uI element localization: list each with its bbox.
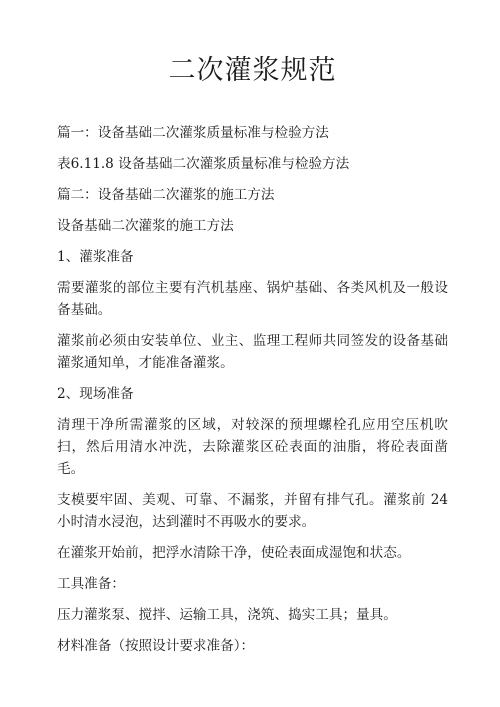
paragraph-grouting-locations: 需要灌浆的部位主要有汽机基座、锅炉基础、各类风机及一般设备基础。 <box>57 280 448 318</box>
subheading-tool-prep: 工具准备： <box>57 576 125 592</box>
paragraph-before-grouting: 在灌浆开始前，把浮水清除干净，使砼表面成湿饱和状态。 <box>57 545 411 561</box>
heading-part-one: 篇一：设备基础二次灌浆质量标准与检验方法 <box>57 125 329 141</box>
paragraph-formwork: 支模要牢固、美观、可靠、不漏浆，并留有排气孔。灌浆前 24 小时清水浸泡，达到灌时不再吸水的要求。 <box>57 492 448 530</box>
table-reference: 表6.11.8 设备基础二次灌浆质量标准与检验方法 <box>57 156 350 172</box>
section-title: 设备基础二次灌浆的施工方法 <box>57 218 234 234</box>
subheading-grouting-prep: 1、灌浆准备 <box>57 249 134 265</box>
heading-part-two: 篇二：设备基础二次灌浆的施工方法 <box>57 187 275 203</box>
subheading-site-prep: 2、现场准备 <box>57 386 134 402</box>
paragraph-tool-list: 压力灌浆泵、搅拌、运输工具，浇筑、捣实工具；量具。 <box>57 607 397 623</box>
subheading-material-prep: 材料准备（按照设计要求准备）： <box>57 638 255 654</box>
document-body <box>57 122 448 657</box>
paragraph-grouting-notice: 灌浆前必须由安装单位、业主、监理工程师共同签发的设备基础灌浆通知单，才能准备灌浆。 <box>57 333 448 371</box>
paragraph-site-cleaning: 清理干净所需灌浆的区域，对较深的预埋螺栓孔应用空压机吹扫，然后用清水冲洗，去除灌浆区砼表面的油脂，将砼表面凿毛。 <box>57 417 448 477</box>
document-title: 二次灌浆规范 <box>168 55 337 86</box>
